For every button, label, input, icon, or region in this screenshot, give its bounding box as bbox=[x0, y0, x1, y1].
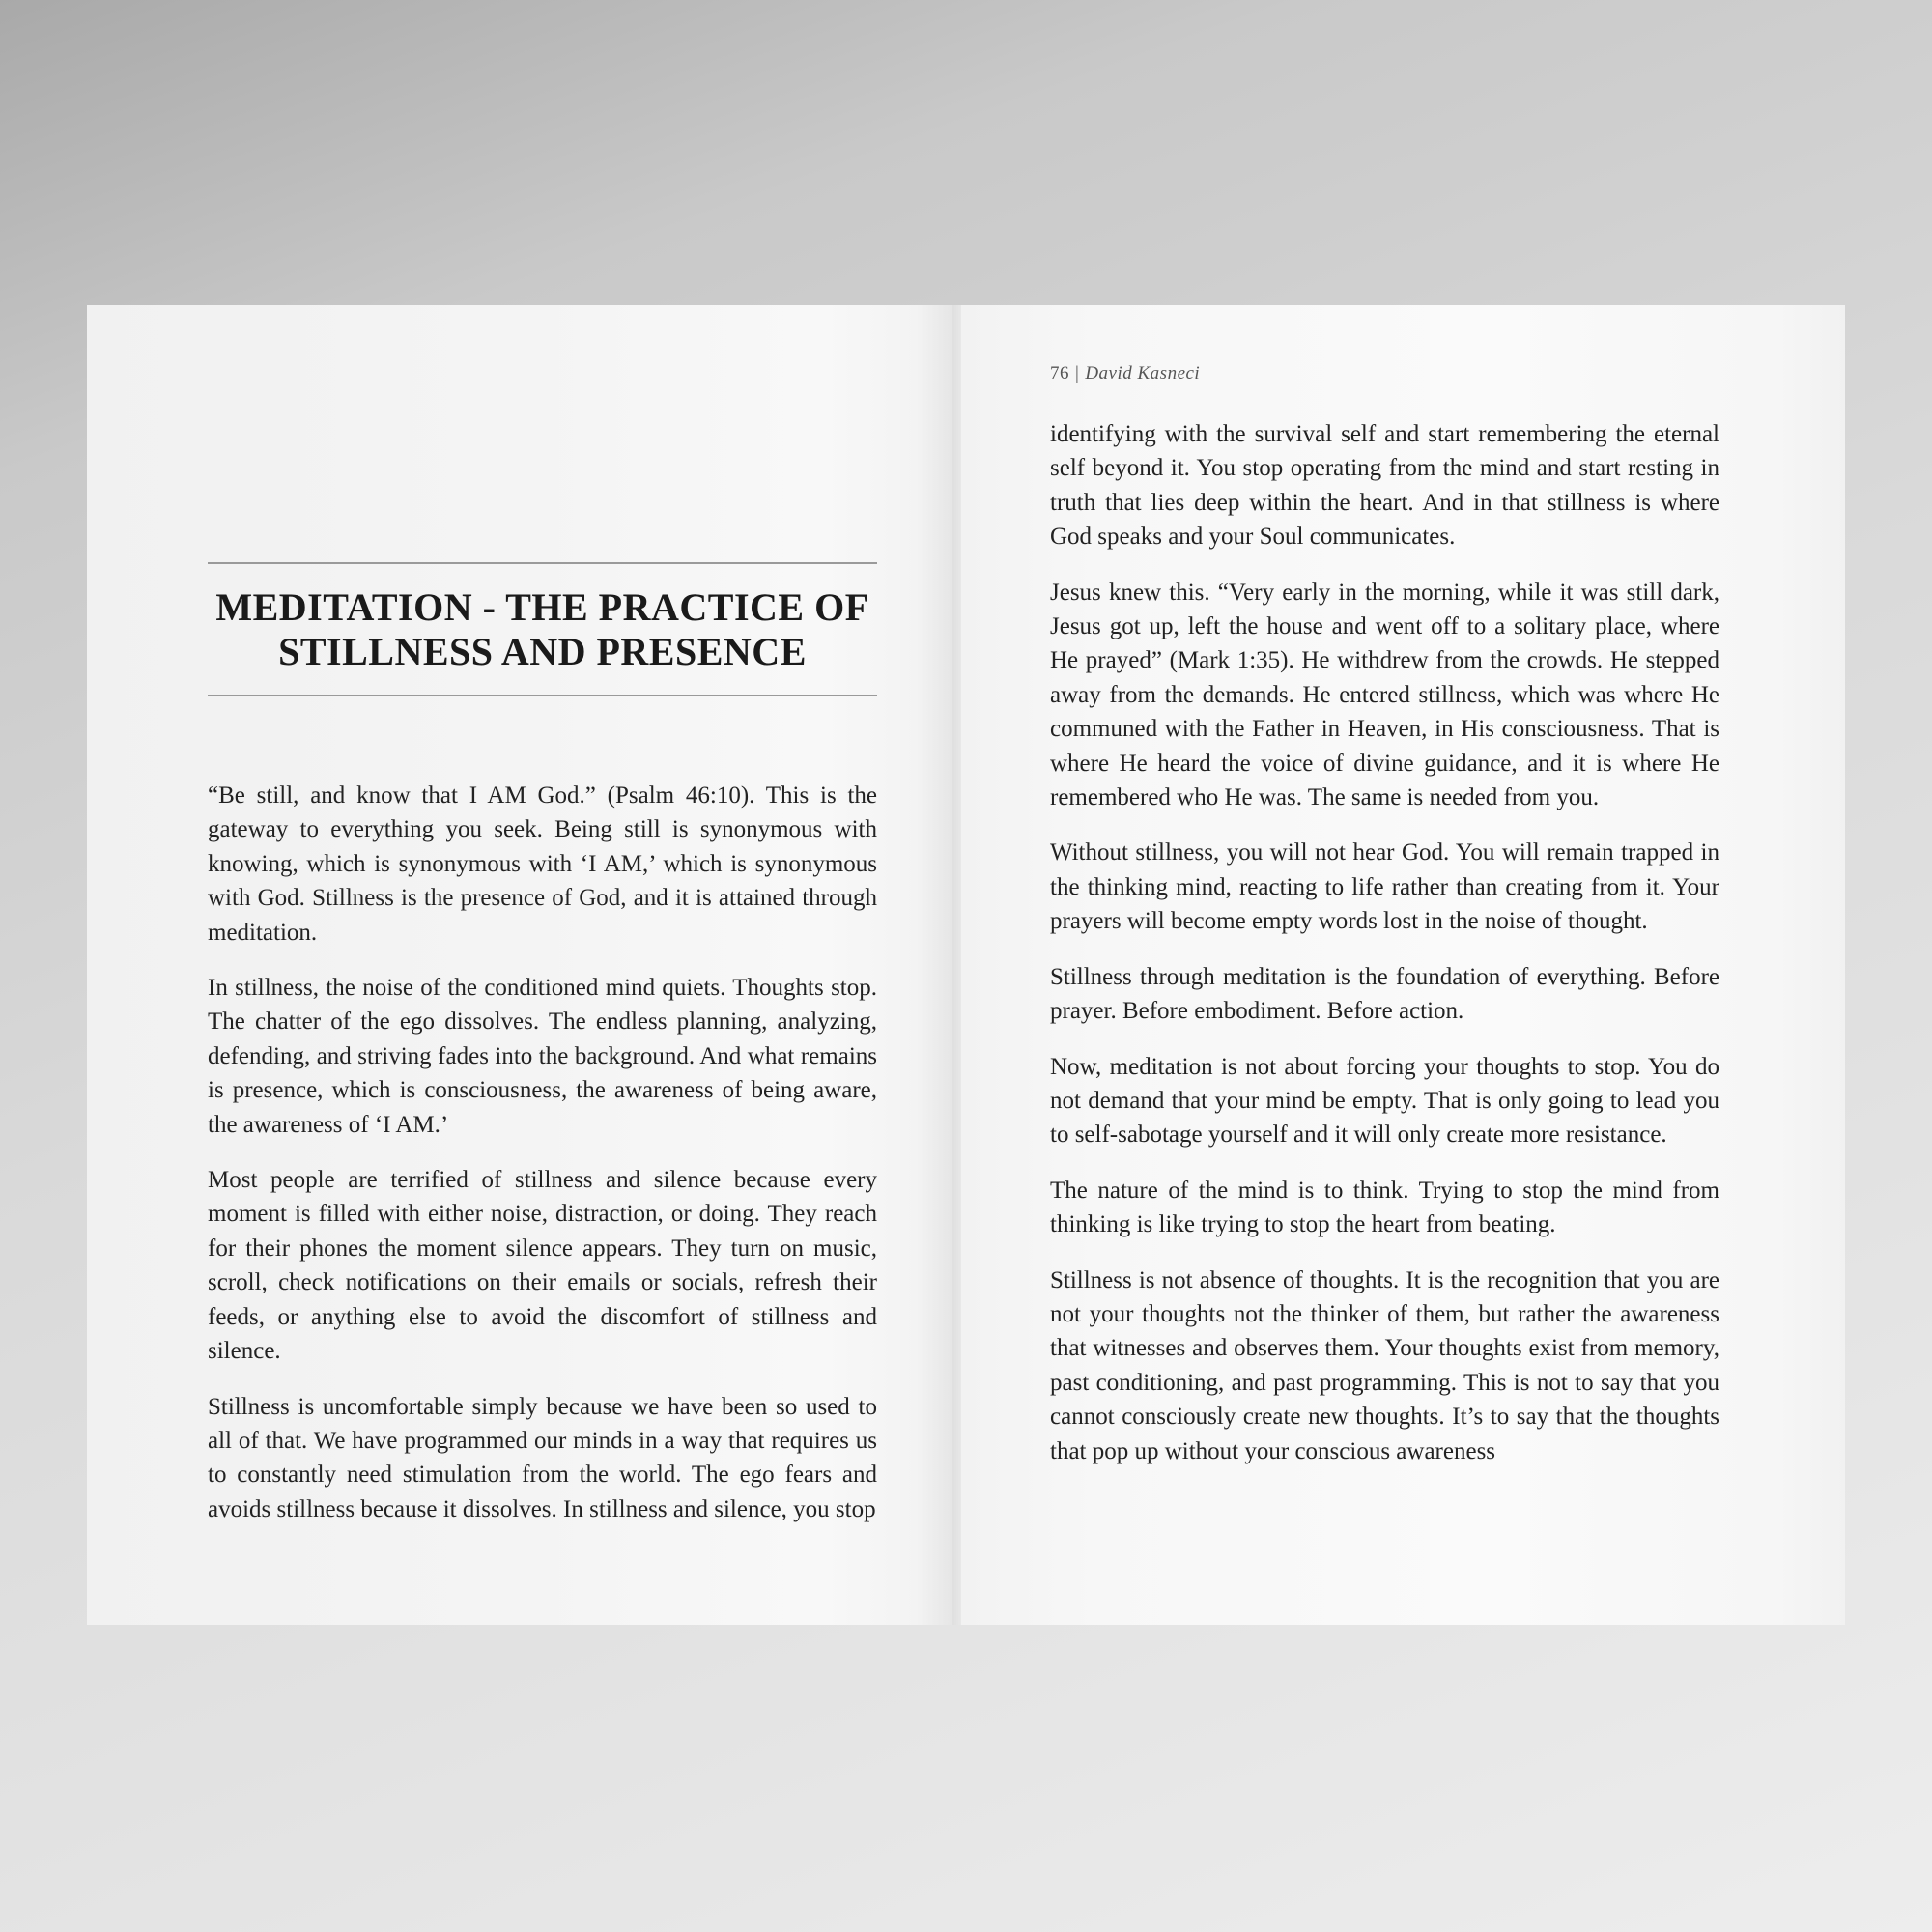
paragraph: Stillness is not absence of thoughts. It is the recognition that you are not your thoughts not the thinker of them, but rather the awareness that witnesses and observes them. Your thoughts exist from memory, past conditioning, and past programming. This is not to say that you cannot consciously create new thoughts. It’s to say that the thoughts that pop up without your conscious awareness bbox=[1050, 1266, 1719, 1464]
book-spread bbox=[87, 305, 1845, 1625]
page-number: 76 bbox=[1050, 363, 1069, 384]
chapter-title-top-rule bbox=[208, 562, 877, 564]
paragraph: Now, meditation is not about forcing your thoughts to stop. You do not demand that your mind be empty. That is only going to lead you to self-sabotage yourself and it will only create more resistance. bbox=[1050, 1053, 1719, 1149]
book-gutter bbox=[952, 305, 961, 1625]
paragraph: identifying with the survival self and start remembering the eternal self beyond it. You stop operating from the mind and start resting in truth that lies deep within the heart. And in that stillness is where God speaks and your Soul communicates. bbox=[1050, 421, 1719, 551]
paragraph: “Be still, and know that I AM God.” (Psalm 46:10). This is the gateway to everything you seek. Being still is synonymous with knowing, which is synonymous with ‘I AM,’ which is synonymous with God. Stillness is the presence of God, and it is attained through meditation. bbox=[208, 782, 877, 946]
paragraph: Jesus knew this. “Very early in the morning, while it was still dark, Jesus got up, left the house and went off to a solitary place, where He prayed” (Mark 1:35). He withdrew from the crowds. He stepped away from the demands. He entered stillness, which was where He communed with the Father in Heaven, in His consciousness. That is where He heard the voice of divine guidance, and it is where He remembered who He was. The same is needed from you. bbox=[1050, 579, 1719, 811]
paragraph: Stillness is uncomfortable simply because we have been so used to all of that. We have programmed our minds in a way that requires us to constantly need stimulation from the world. The ego fears and avoids stillness because it dissolves. In stillness and silence, you stop bbox=[208, 1393, 877, 1522]
left-page-body bbox=[208, 779, 877, 1548]
paragraph: In stillness, the noise of the conditioned mind quiets. Thoughts stop. The chatter of the ego dissolves. The endless planning, analyzing, defending, and striving fades into the background. And what remains is presence, which is consciousness, the awareness of being aware, the awareness of ‘I AM.’ bbox=[208, 975, 877, 1138]
header-separator: | bbox=[1075, 363, 1080, 384]
running-header bbox=[1050, 363, 1200, 384]
left-page bbox=[87, 305, 952, 1625]
chapter-title: MEDITATION - THE PRACTICE OF STILLNESS AND PRESENCE bbox=[215, 585, 869, 673]
paragraph: Most people are terrified of stillness and silence because every moment is filled with either noise, distraction, or doing. They reach for their phones the moment silence appears. They turn on music, scroll, check notifications on their emails or socials, refresh their feeds, or anything else to avoid the discomfort of stillness and silence. bbox=[208, 1167, 877, 1365]
right-page bbox=[961, 305, 1845, 1625]
author-name: David Kasneci bbox=[1085, 363, 1201, 384]
chapter-title-bottom-rule bbox=[208, 695, 877, 696]
paragraph: The nature of the mind is to think. Trying to stop the mind from thinking is like trying to stop the heart from beating. bbox=[1050, 1177, 1719, 1238]
right-page-body bbox=[1050, 417, 1719, 1490]
paragraph: Without stillness, you will not hear God. You will remain trapped in the thinking mind, reacting to life rather than creating from it. Your prayers will become empty words lost in the noise of thought. bbox=[1050, 839, 1719, 935]
paragraph: Stillness through meditation is the foundation of everything. Before prayer. Before embodiment. Before action. bbox=[1050, 963, 1719, 1025]
